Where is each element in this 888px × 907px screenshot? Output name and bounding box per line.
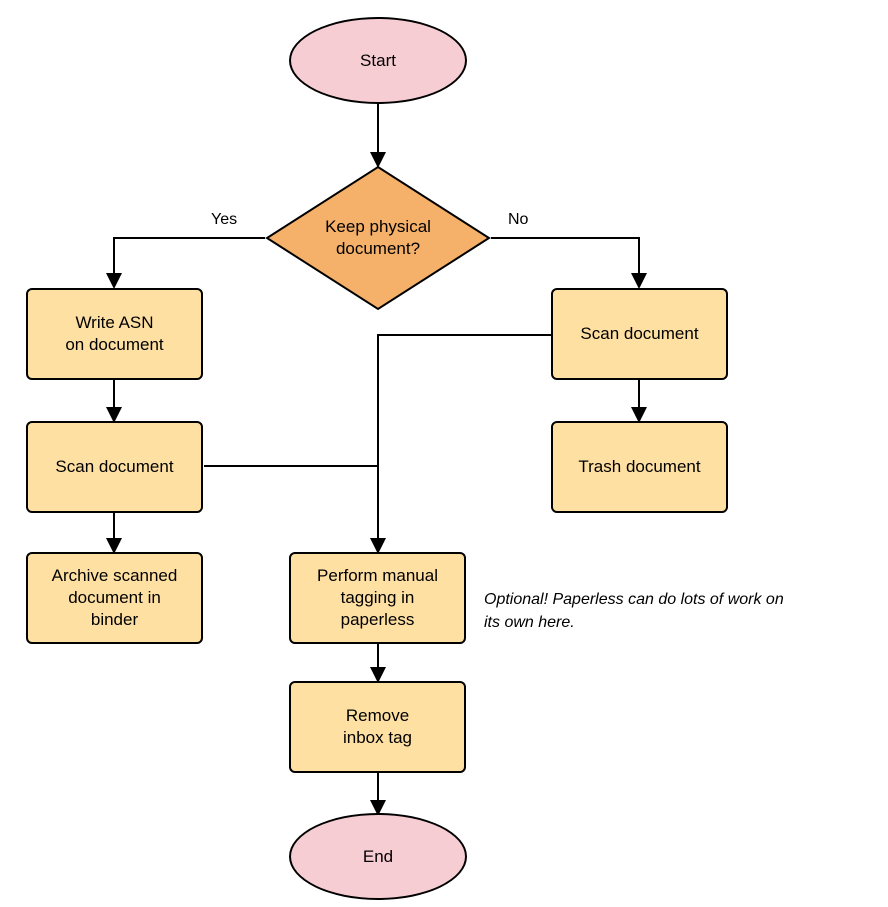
edge-label-yes: Yes — [211, 211, 238, 228]
annotation-line1: Optional! Paperless can do lots of work on — [484, 591, 784, 608]
node-decision[interactable] — [265, 165, 491, 311]
node-archive-document-line2: document in — [68, 588, 161, 607]
node-remove-inbox-tag-line1: Remove — [345, 706, 410, 725]
annotation-line2: its own here. — [484, 614, 575, 631]
node-archive-document[interactable] — [26, 552, 203, 644]
node-scan-document-right-label: Scan document — [580, 324, 699, 343]
node-write-asn-line1: Write ASN — [75, 313, 154, 332]
node-scan-document-left-label: Scan document — [55, 457, 174, 476]
node-manual-tagging-line1: Perform manual — [317, 566, 438, 585]
node-manual-tagging-line2: tagging in — [340, 588, 415, 607]
node-start[interactable] — [289, 17, 467, 104]
node-decision-label-line1: Keep physical — [325, 217, 431, 236]
node-manual-tagging[interactable] — [289, 552, 466, 644]
node-scan-document-left[interactable] — [26, 421, 203, 513]
node-archive-document-line1: Archive scanned — [51, 566, 178, 585]
node-write-asn[interactable] — [26, 288, 203, 380]
node-decision-label — [265, 165, 491, 311]
edge-label-no: No — [508, 211, 529, 228]
node-end[interactable] — [289, 813, 467, 900]
node-manual-tagging-line3: paperless — [340, 610, 415, 629]
node-start-label: Start — [360, 50, 396, 70]
node-remove-inbox-tag-line2: inbox tag — [343, 728, 412, 747]
node-end-label: End — [362, 846, 394, 866]
node-trash-document-label: Trash document — [578, 457, 701, 476]
node-remove-inbox-tag[interactable] — [289, 681, 466, 773]
node-trash-document[interactable] — [551, 421, 728, 513]
node-scan-document-right[interactable] — [551, 288, 728, 380]
node-write-asn-line2: on document — [65, 335, 164, 354]
node-decision-label-line2: document? — [335, 239, 421, 258]
node-archive-document-line3: binder — [90, 610, 139, 629]
annotation-optional — [484, 588, 884, 634]
